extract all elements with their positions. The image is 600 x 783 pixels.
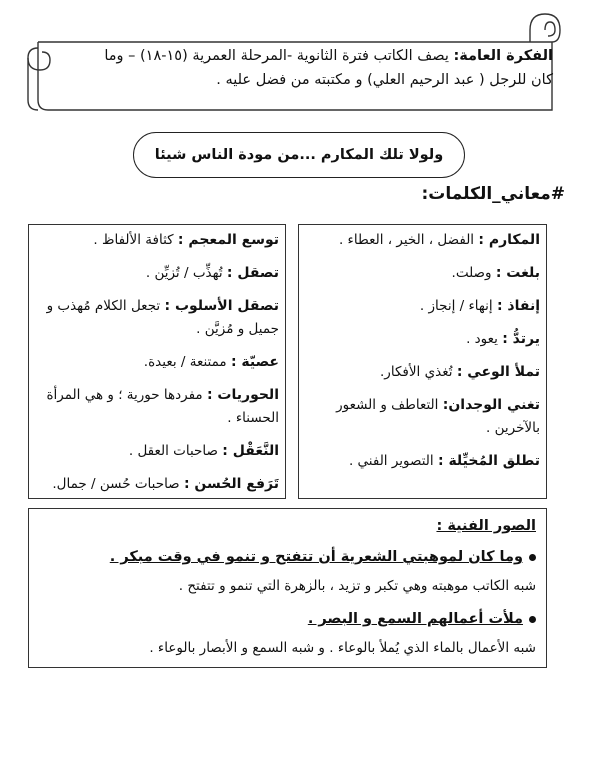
vocab-box-left [28,224,286,499]
term: المكارم : [478,232,540,248]
list-item [35,440,279,463]
term: بلغت : [495,265,540,281]
artistic-item-explanation: شبه الأعمال بالماء الذي يُملأ بالوعاء . و شبه السمع و الأبصار بالوعاء . [149,640,536,656]
term: تطلق المُخيِّلة : [437,453,540,469]
artistic-item-explanation: شبه الكاتب موهبته وهي تكبر و تزيد ، بالزهرة التي تنمو و تتفتح . [178,578,536,594]
general-idea-line1: يصف الكاتب فترة الثانوية -المرحلة العمرية (١٥-١٨) – وما [104,48,449,64]
list-item [305,394,540,440]
list-item [35,262,279,285]
list-item [305,328,540,351]
bullet-icon [529,616,536,623]
list-item [35,295,279,341]
meaning: التعاطف و الشعور بالآخرين . [336,397,540,436]
general-idea-line2: كان للرجل ( عبد الرحيم العلي) و مكتبته من فضل عليه . [216,72,553,88]
artistic-item-quote [39,608,536,631]
list-item [305,361,540,384]
vocab-box-right [298,224,547,499]
term: عصيّة : [230,354,279,370]
term: الحوريات : [206,387,279,403]
meaning: مفردها حورية ؛ و هي المرأة الحسناء . [46,387,279,426]
meaning: وصلت. [451,265,492,281]
general-idea [48,44,553,92]
meaning: كثافة الألفاظ . [93,232,174,248]
quote-text: وما كان لموهبتي الشعرية أن تتفتح و تنمو في وقت مبكر . [109,549,523,565]
meaning: يعود . [466,331,498,347]
artistic-title: الصور الفنية : [436,518,536,534]
list-item [305,295,540,318]
quote-text: ولولا تلك المكارم ...من مودة الناس شيئا [154,147,444,163]
term: تغني الوجدان: [442,397,540,413]
meaning: التصوير الفني . [348,453,434,469]
artistic-images-box [28,508,547,668]
term: النَّعَقْل : [222,443,279,459]
meaning: ممتنعة / بعيدة. [143,354,227,370]
meaning: تُغذي الأفكار. [380,364,453,380]
list-item [35,351,279,374]
list-item [35,384,279,430]
term: يرتدُّ : [502,331,540,347]
list-item [305,262,540,285]
vocab-heading: #معاني_الكلمات: [421,184,565,204]
meaning: صاحبات العقل . [128,443,218,459]
term: تصقل : [226,265,279,281]
meaning: إنهاء / إنجاز . [419,298,493,314]
quote-text: ملأت أعمالهم السمع و البصر . [307,611,523,627]
artistic-item-quote [39,546,536,569]
general-idea-label: الفكرة العامة: [453,48,553,64]
list-item [35,229,279,252]
list-item [35,473,279,496]
term: تملأ الوعي : [456,364,540,380]
quote-pill [133,132,465,178]
list-item [305,229,540,252]
meaning: صاحبات حُسن / جمال. [52,476,180,492]
term: تَرَفع الحُسن : [183,476,279,492]
meaning: تُهذِّب / تُزيِّن . [145,265,223,281]
bullet-icon [529,554,536,561]
meaning: تجعل الكلام مُهذب و جميل و مُزيَّن . [46,298,279,337]
term: إنفاذ : [496,298,540,314]
term: تصقل الأسلوب : [164,298,279,314]
list-item [305,450,540,473]
meaning: الفضل ، الخير ، العطاء . [338,232,475,248]
term: توسع المعجم : [177,232,279,248]
